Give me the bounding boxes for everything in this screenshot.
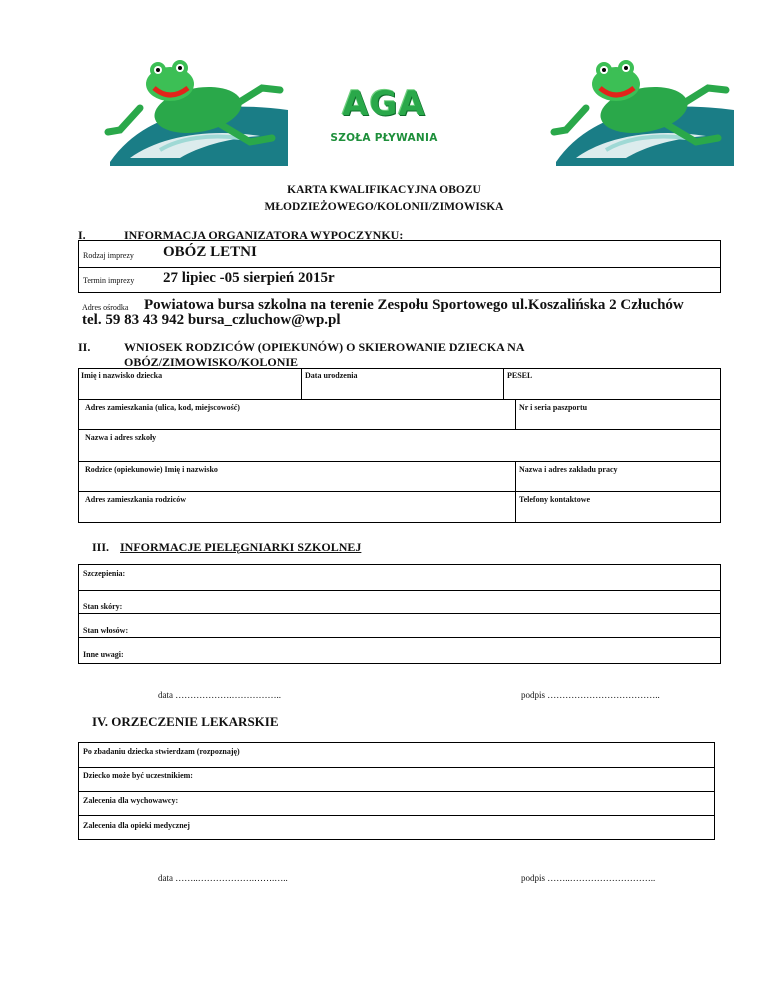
zaklad-pracy-field[interactable]: Nazwa i adres zakładu pracy xyxy=(519,465,618,474)
section3-signature-line[interactable]: podpis ……………………………….. xyxy=(521,690,660,700)
paszport-field[interactable]: Nr i seria paszportu xyxy=(519,403,588,412)
section1-number: I. xyxy=(78,228,86,242)
adres-value: Powiatowa bursa szkolna na terenie Zespołu Sportowego ul.Koszalińska 2 Człuchów xyxy=(144,297,684,313)
pielegniarka-table xyxy=(78,564,721,664)
document-title-line1: KARTA KWALIFIKACYJNA OBOZU xyxy=(287,184,481,196)
adres-line2: tel. 59 83 43 942 bursa_czluchow@wp.pl xyxy=(82,312,341,328)
brand-name: AGA xyxy=(342,84,426,124)
szkola-field[interactable]: Nazwa i adres szkoły xyxy=(85,433,157,442)
rodzaj-label: Rodzaj imprezy xyxy=(83,251,134,260)
termin-label: Termin imprezy xyxy=(83,276,135,285)
termin-value: 27 lipiec -05 sierpień 2015r xyxy=(163,270,335,286)
termin-imprezy-field[interactable] xyxy=(78,267,721,293)
stan-wlosow-field[interactable]: Stan włosów: xyxy=(83,626,129,635)
frog-logo-right-icon xyxy=(546,58,736,168)
section2-number: II. xyxy=(78,340,91,354)
telefony-field[interactable]: Telefony kontaktowe xyxy=(519,495,591,504)
section3-heading xyxy=(92,540,361,555)
data-urodzenia-field[interactable]: Data urodzenia xyxy=(305,371,358,380)
adres-label: Adres ośrodka xyxy=(82,303,129,312)
uczestnik-field[interactable]: Dziecko może być uczestnikiem: xyxy=(83,771,193,780)
orzeczenie-table xyxy=(78,742,715,840)
rodzice-field[interactable]: Rodzice (opiekunowie) Imię i nazwisko xyxy=(85,465,218,474)
rodzaj-value: OBÓZ LETNI xyxy=(163,244,257,260)
adres-osrodka xyxy=(78,294,738,330)
szczepienia-field[interactable]: Szczepienia: xyxy=(83,569,126,578)
section2-heading xyxy=(78,340,525,370)
frog-logo-left-icon xyxy=(100,58,290,168)
inne-uwagi-field[interactable]: Inne uwagi: xyxy=(83,650,124,659)
section4-heading: IV. ORZECZENIE LEKARSKIE xyxy=(92,714,279,729)
pesel-field[interactable]: PESEL xyxy=(507,371,533,380)
section3-title: INFORMACJE PIELĘGNIARKI SZKOLNEJ xyxy=(120,540,362,554)
zalecenia-opieka-field[interactable]: Zalecenia dla opieki medycznej xyxy=(83,821,190,830)
rodzaj-imprezy-field[interactable] xyxy=(78,240,721,268)
document-title-line2: MŁODZIEŻOWEGO/KOLONII/ZIMOWISKA xyxy=(264,201,504,213)
section2-title-line2: OBÓZ/ZIMOWISKO/KOLONIE xyxy=(124,355,299,369)
brand-subtitle: SZOŁA PŁYWANIA xyxy=(330,132,438,144)
zalecenia-wychowawca-field[interactable]: Zalecenia dla wychowawcy: xyxy=(83,796,179,805)
rozpoznanie-field[interactable]: Po zbadaniu dziecka stwierdzam (rozpoznaję) xyxy=(83,747,240,756)
section2-title-line1: WNIOSEK RODZICÓW (OPIEKUNÓW) O SKIEROWANIE DZIECKA NA xyxy=(124,340,525,354)
section1-title: INFORMACJA ORGANIZATORA WYPOCZYNKU: xyxy=(124,228,404,242)
imie-nazwisko-field[interactable]: Imię i nazwisko dziecka xyxy=(81,371,163,380)
wniosek-table xyxy=(78,368,721,523)
adres-zamieszkania-field[interactable]: Adres zamieszkania (ulica, kod, miejscowość) xyxy=(85,403,240,412)
stan-skory-field[interactable]: Stan skóry: xyxy=(83,602,123,611)
adres-rodzicow-field[interactable]: Adres zamieszkania rodziców xyxy=(85,495,187,504)
section3-number: III. xyxy=(92,540,110,554)
section4-date-line[interactable]: data ……..……………….…….….. xyxy=(158,873,288,883)
section4-signature-line[interactable]: podpis ……..……………………….. xyxy=(521,873,656,883)
section3-date-line[interactable]: data ……………….…………….. xyxy=(158,690,281,700)
